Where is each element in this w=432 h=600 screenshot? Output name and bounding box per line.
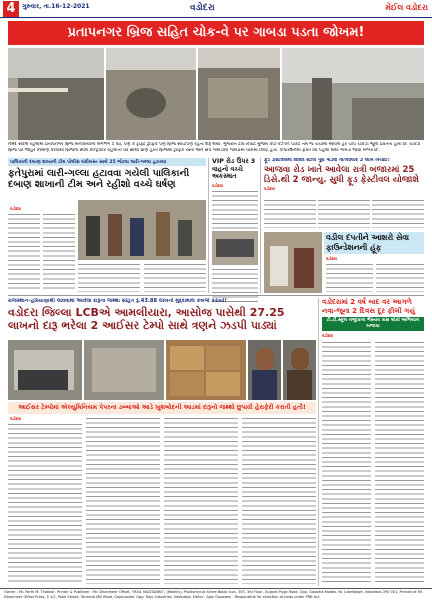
- story-fatehpura: [8, 158, 206, 293]
- story4-body-col-2: [376, 262, 424, 292]
- column-divider: [318, 298, 319, 586]
- story4-body-col-1: [326, 262, 373, 292]
- story1-body-col-1: [8, 212, 40, 292]
- story5-kicker: રાજસ્થાન-હરિયાણાથી લાવવામાં આવેલા દારૂના જથ્થા સહિત રૂ.43.88 લાખનો મુદ્દામાલ કબજે કરાયો!: [8, 298, 227, 304]
- section-city: વડોદરા: [190, 3, 215, 13]
- story5-headline: વડોદરા જિલ્લા LCBએ આમલીયારા, આસોજ પાસેથી 27.25 લાખનો દારૂ ભરેલા 2 આઈસર ટેમ્પો સાથે ત્રણને ઝડપી પાડ્યાં: [8, 306, 285, 332]
- issue-date: ગુરુવાર, તા.16-12-2021: [22, 3, 90, 10]
- story3-body-col-1: [264, 198, 316, 228]
- column-divider: [208, 158, 209, 293]
- story1-body-col-4: [144, 262, 206, 292]
- story6-body-col-1: [322, 340, 371, 584]
- story1-headline: ફતેપુરામાં લારી-ગલ્લા હટાવવા ગયેલી પાલિકાની દબાણ શાખાની ટીમ અને રહીશો વચ્ચે ઘર્ષણ: [8, 168, 190, 190]
- page-number: 4: [3, 1, 19, 17]
- accused-photo-1: [248, 340, 281, 400]
- story-vadodara-sidebar: [322, 298, 424, 586]
- story5-subhead: આઈસર ટેમ્પોમાં એલ્યુમિનિયમ પેપરના ડબ્બાઓ આડે ખુશબોદની આડમાં દારૂનો જથ્થો છુપાવી હેરાફેરી કરાતી હતી!: [18, 404, 306, 411]
- story1-kicker: પાલિકાની દબાણ શાખાની ટીમ પોલીસ બંદોબસ્ત સાથે 25 જેટલા લારી-ગલ્લા હટાવ્યા: [8, 158, 206, 166]
- bridge-photo-4: [282, 48, 424, 140]
- liquor-boxes-photo: [166, 340, 246, 400]
- story6-byline: વડોદરા: [322, 333, 333, 338]
- bridge-photo-1: [8, 48, 104, 140]
- bridge-photo-3: [198, 48, 280, 140]
- tempo-photo-2: [84, 340, 164, 400]
- story2-body: [212, 189, 258, 229]
- story4-headline: વડીલ દંપતીને આશરો સેવા ફાઉન્ડેશનની હૂંફ: [326, 233, 410, 252]
- story4-headline-strip: [324, 232, 424, 254]
- lead-banner-headline: પ્રતાપનગર બ્રિજ સહિત ચોક-વે પર ગાબડા પડતા જોખમ!: [8, 21, 424, 45]
- story6-headline: વડોદરામાં 2 વર્ષ બાદ વર આગળે નવા-જૂના 2 દિવસ દૂર ફીલી ગયું: [322, 298, 415, 315]
- story6-subhead: ટી.ટી.સ્કૂલ નજીકના ભૈસ્તાવ ત્રાસ લોકો અભિયાન બજાવા: [322, 317, 424, 331]
- story5-body-col-4: [242, 416, 316, 584]
- edition-name: મેઈલ વડોદરા: [385, 3, 428, 12]
- section-divider: [8, 295, 424, 296]
- story2-headline: VIP રોડ ઉપર 3 વાહનો વચ્ચે અકસ્માત: [212, 158, 256, 180]
- story5-body-col-2: [86, 416, 160, 584]
- story-lcb-liquor-seizure: [8, 298, 316, 586]
- story3-body-col-2: [318, 198, 370, 228]
- tempo-photo-1: [8, 340, 82, 400]
- story3-headline: આજવા રોડ ખાતે આવેલા રાત્રી બજારમાં 25 ડિસે.થી 2 જાન્યુ. સુધી ફૂડ ફેસ્ટીવલ યોજાશે: [264, 165, 419, 185]
- photo-caption-line-1: નર્મદ સંકલ રહેલામાં પ્રતાપનગર બ્રિજ બનાવાયાના લગભગ 5 વર્ષ, પણ કે ટ્રાફ્ટ ટ્રાફિક પણ બ્રિજ સ્પષ્ટપણે રહેતાં શરૂ થયો. ગુજરાત ટીવ રિપોર્ટ મુજબ કાટ-કેઝીન પાકેટ તેમ જ ચર્ચામાં આવેલ હર ચોપ ચોકડી જૂના પ્રવર્તતો હોય છે. ચોકડી: [8, 142, 421, 147]
- imprint-footer: Owner : Mr. Parth M. Thakkar, Printer & Publisher : Mr. Dhanmeer Offset, "MAIL VADODARA", (Weekly), Published at Shree Balaji Icon, 305, 3rd Floor, Gujarat Puga Road, Opp. Galaxtia Modes, Nr. Jubeilbagh, Vadodara-390 001. Printed at Mr. Dhanmeer Offset Press, 5 1/1, Patel Estate, Tansena Mill Road, Gajanavadi, Opp. Raju Industries, Vadodara. Editor : Ajay Goswami - Responsible for selection of news under PRB Act.: [0, 588, 432, 600]
- story3-kicker: ફૂડ ડેસ્ટિવલમાં વિવિધ સ્ટોલ પૂરા પાડવા તાત્કાલિક 3 લાખ ખર્ચાઈ!: [264, 158, 390, 163]
- story1-byline: વડોદરા: [10, 206, 21, 211]
- story1-body-col-3: [78, 262, 140, 292]
- story2-byline: વડોદરા: [212, 182, 223, 188]
- story6-body-col-2: [375, 340, 424, 584]
- story1-body-col-2: [43, 212, 75, 292]
- story3-byline: વડોદરા: [264, 186, 275, 191]
- photo-caption: [8, 142, 424, 154]
- story-vip-road-accident: [212, 158, 258, 293]
- story5-body-col-1: [8, 422, 82, 584]
- header-rule: [0, 17, 432, 18]
- story-elderly-couple: [264, 232, 424, 293]
- story5-body-col-3: [164, 416, 238, 584]
- accused-photo-2: [283, 340, 316, 400]
- bridge-photo-2: [106, 48, 196, 140]
- accident-photo: [212, 231, 258, 265]
- fatehpura-photo: [78, 200, 206, 260]
- story-food-festival: [264, 158, 424, 230]
- story4-byline: વડોદરા: [326, 256, 337, 261]
- story5-subhead-strip: [8, 402, 316, 414]
- story5-byline: વડોદરા: [10, 416, 21, 421]
- column-divider: [260, 158, 261, 293]
- page-header: [0, 0, 432, 18]
- elderly-couple-photo: [264, 232, 322, 293]
- photo-caption-line-2: બ્રિજ પર જાહેર નિર્માણ કરવામાં બ્રિજનો સ્પેલ કોન્ટ્રક્ટરે વહેલાતી વર્ષ સૌથી પ્રાણ હોતાં બ્રિજમાં ટ્રાફિક રસ્તા અને સર્પ ગાબડાના ગામડામાં પારીમાં ક્વિદ્ર હતા. કોર્પોરેશનમાં ફક્ત વર્ષ પહેલાં થયા ગામડાં જોવા મળ્યા છે.: [8, 147, 380, 153]
- story3-body-col-3: [372, 198, 424, 228]
